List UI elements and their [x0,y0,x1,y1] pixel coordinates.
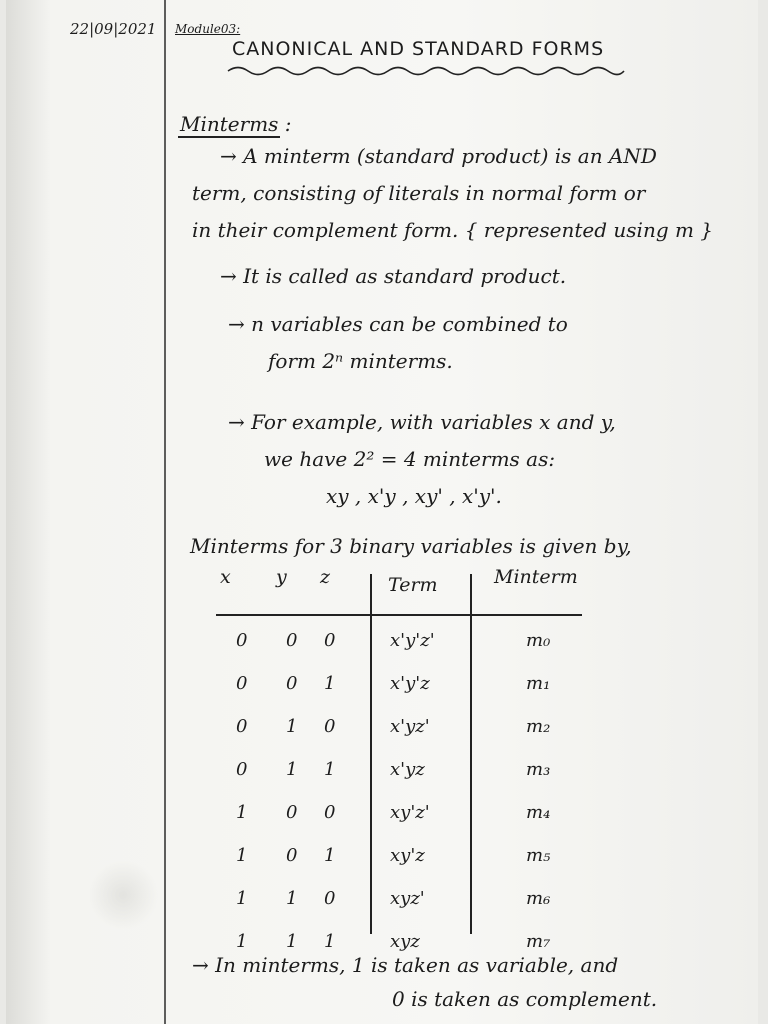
cell-y: 0 [286,673,298,694]
table-row [216,673,586,716]
cell-y: 0 [286,802,298,823]
cell-minterm: m₆ [526,888,551,909]
point-standard-product: → It is called as standard product. [220,264,567,288]
cell-y: 1 [286,888,298,909]
cell-y: 1 [286,716,298,737]
date-label: 22|09|2021 [70,20,157,38]
point-example [228,404,616,515]
cell-z: 0 [324,716,336,737]
footer-line-1: → In minterms, 1 is taken as variable, and [192,953,619,977]
cell-term: x'yz' [390,716,430,737]
cell-term: x'y'z' [390,630,435,651]
intro-line-3: in their complement form. { represented using m } [192,218,714,242]
footer-note [192,948,657,1016]
header-minterm: Minterm [494,566,578,588]
cell-x: 1 [236,845,248,866]
cell-x: 1 [236,888,248,909]
cell-y: 0 [286,630,298,651]
cell-x: 1 [236,802,248,823]
cell-minterm: m₁ [526,673,551,694]
cell-minterm: m₅ [526,845,551,866]
header-term: Term [388,574,438,596]
cell-x: 0 [236,759,248,780]
cell-z: 0 [324,802,336,823]
cell-minterm: m₂ [526,716,551,737]
cell-term: xy'z' [390,802,430,823]
title-underline [226,64,626,78]
header-x: x [220,566,231,588]
table-divider-right [470,574,472,934]
header-y: y [276,566,287,588]
intro-paragraph [192,138,713,249]
cell-term: xyz' [390,888,425,909]
intro-line-2: term, consisting of literals in normal form or [192,181,646,205]
cell-term: xyz [390,931,420,952]
cell-y: 1 [286,759,298,780]
cell-minterm: m₇ [526,931,551,952]
point4-line-2: we have 2² = 4 minterms as: [264,447,556,471]
table-row [216,845,586,888]
cell-x: 0 [236,716,248,737]
table-caption: Minterms for 3 binary variables is given by, [190,534,632,558]
intro-line-1: → A minterm (standard product) is an AND [220,144,657,168]
margin-line [164,0,166,1024]
table-header-rule [216,614,582,616]
cell-minterm: m₃ [526,759,551,780]
cell-minterm: m₀ [526,630,551,651]
point3-line-2: form 2ⁿ minterms. [268,349,453,373]
page-title: CANONICAL AND STANDARD FORMS [232,38,605,60]
point3-line-1: → n variables can be combined to [228,312,568,336]
table-row [216,630,586,673]
cell-z: 1 [324,759,336,780]
cell-term: x'y'z [390,673,430,694]
cell-z: 1 [324,845,336,866]
point4-line-3: xy , x'y , xy' , x'y'. [326,484,502,508]
cell-x: 0 [236,673,248,694]
table-row [216,802,586,845]
table-divider-left [370,574,372,934]
point4-line-1: → For example, with variables x and y, [228,410,616,434]
module-label: Module03: [175,22,241,36]
cell-y: 1 [286,931,298,952]
cell-z: 0 [324,630,336,651]
table-row [216,888,586,931]
page-crease [88,860,158,930]
cell-z: 1 [324,931,336,952]
cell-term: x'yz [390,759,425,780]
cell-z: 1 [324,673,336,694]
header-z: z [320,566,331,588]
cell-z: 0 [324,888,336,909]
point-n-variables [228,306,568,380]
cell-minterm: m₄ [526,802,551,823]
section-heading: Minterms : [180,112,292,136]
cell-term: xy'z [390,845,425,866]
table-row [216,716,586,759]
footer-line-2: 0 is taken as complement. [392,987,658,1011]
cell-x: 0 [236,630,248,651]
cell-x: 1 [236,931,248,952]
cell-y: 0 [286,845,298,866]
table-row [216,759,586,802]
